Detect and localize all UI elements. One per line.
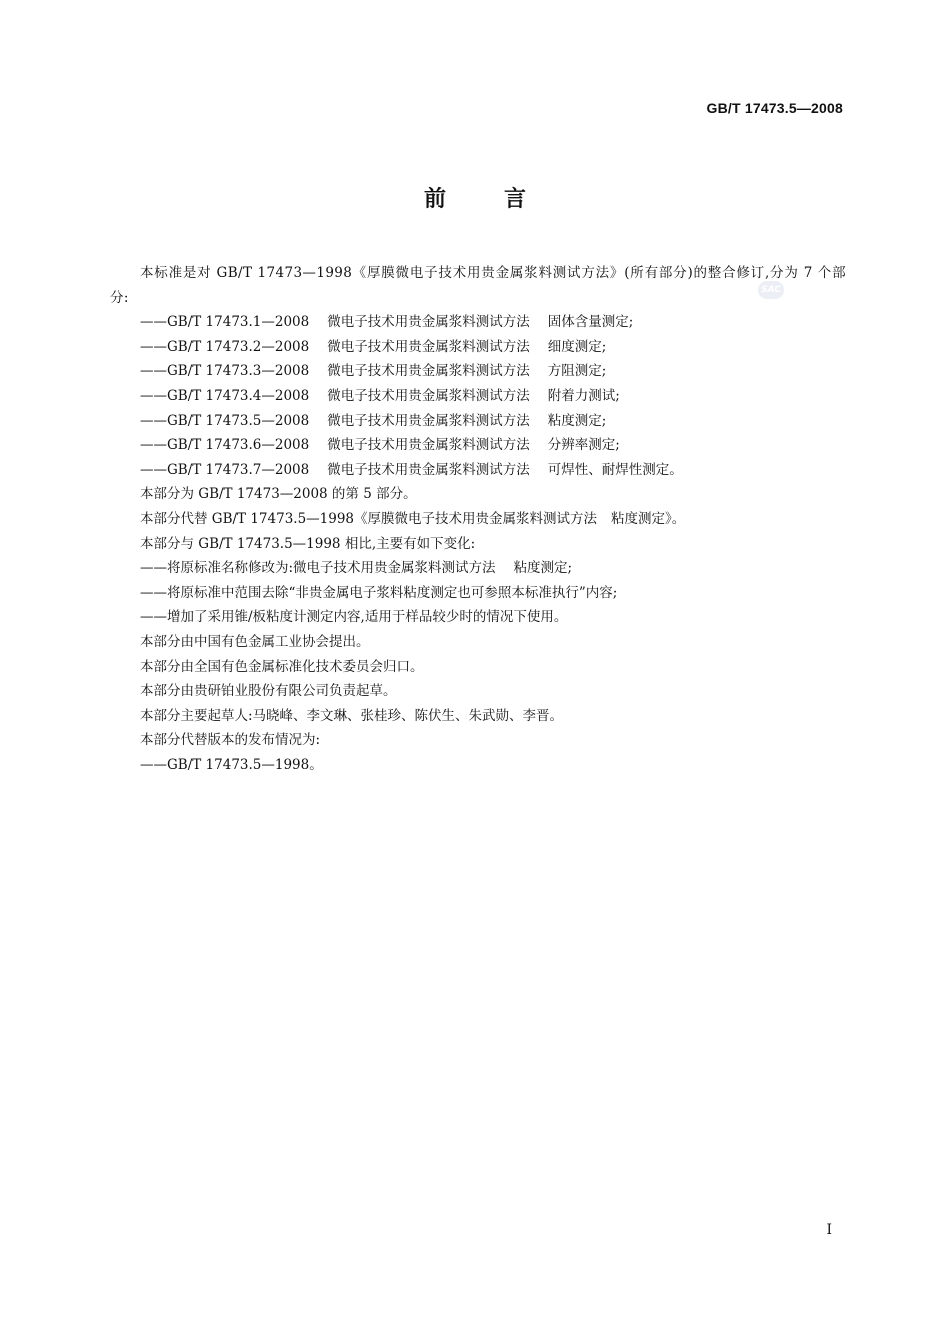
history-item: ——GB/T 17473.5—1998。 <box>140 756 323 773</box>
part-list-item <box>110 359 846 384</box>
part-title: 微电子技术用贵金属浆料测试方法 <box>327 338 530 355</box>
change-item: ——增加了采用锥/板粘度计测定内容,适用于样品较少时的情况下使用。 <box>140 609 568 626</box>
part-subject: 附着力测试; <box>547 387 620 404</box>
part-code: ——GB/T 17473.3—2008 <box>140 363 310 380</box>
part-list-item <box>110 409 846 434</box>
part-of-statement: 本部分为 GB/T 17473—2008 的第 5 部分。 <box>140 486 417 503</box>
replaces-text: 本部分代替 GB/T 17473.5—1998《厚膜微电子技术用贵金属浆料测试方法 <box>140 510 598 527</box>
part-code: ——GB/T 17473.2—2008 <box>140 338 310 355</box>
part-title: 微电子技术用贵金属浆料测试方法 <box>327 461 530 478</box>
part-code: ——GB/T 17473.4—2008 <box>140 387 310 404</box>
foreword-body <box>110 261 846 777</box>
sac-watermark-logo: SAC <box>758 281 784 299</box>
part-subject: 分辨率测定; <box>547 437 620 454</box>
part-title: 微电子技术用贵金属浆料测试方法 <box>327 387 530 404</box>
part-subject: 粘度测定; <box>547 412 607 429</box>
replaces-subject: 粘度测定》。 <box>611 510 686 527</box>
history-intro: 本部分代替版本的发布情况为: <box>140 732 321 749</box>
part-list-item <box>110 433 846 458</box>
part-subject: 细度测定; <box>547 338 607 355</box>
managed-by-statement: 本部分由全国有色金属标准化技术委员会归口。 <box>140 658 424 675</box>
part-subject: 可焊性、耐焊性测定。 <box>547 461 683 478</box>
change-item: ——将原标准中范围去除“非贵金属电子浆料粘度测定也可参照本标准执行”内容; <box>140 584 618 601</box>
part-list-item <box>110 458 846 483</box>
intro-paragraph: 本标准是对 GB/T 17473—1998《厚膜微电子技术用贵金属浆料测试方法》(所有部分)的整合修订,分为 7 个部分: <box>110 265 846 306</box>
part-list-item <box>110 335 846 360</box>
drafted-by-statement: 本部分由贵研铂业股份有限公司负责起草。 <box>140 683 397 700</box>
comparison-statement: 本部分与 GB/T 17473.5—1998 相比,主要有如下变化: <box>140 535 476 552</box>
part-code: ——GB/T 17473.6—2008 <box>140 437 310 454</box>
part-subject: 固体含量测定; <box>547 314 634 331</box>
change-text: ——将原标准名称修改为:微电子技术用贵金属浆料测试方法 <box>140 560 496 577</box>
change-item <box>110 556 846 581</box>
part-code: ——GB/T 17473.5—2008 <box>140 412 310 429</box>
standard-code-header: GB/T 17473.5—2008 <box>706 100 843 116</box>
part-title: 微电子技术用贵金属浆料测试方法 <box>327 314 530 331</box>
part-title: 微电子技术用贵金属浆料测试方法 <box>327 437 530 454</box>
part-code: ——GB/T 17473.1—2008 <box>140 314 310 331</box>
part-list-item <box>110 384 846 409</box>
part-subject: 方阻测定; <box>547 363 607 380</box>
part-title: 微电子技术用贵金属浆料测试方法 <box>327 363 530 380</box>
part-list-item <box>110 310 846 335</box>
replaces-statement <box>110 507 846 532</box>
page-number: I <box>826 1222 832 1238</box>
page-title: 前言 <box>423 187 584 212</box>
change-subject: 粘度测定; <box>513 560 573 577</box>
drafters-statement: 本部分主要起草人:马晓峰、李文琳、张桂珍、陈伏生、朱武勋、李晋。 <box>140 707 564 724</box>
part-code: ——GB/T 17473.7—2008 <box>140 461 310 478</box>
proposed-by-statement: 本部分由中国有色金属工业协会提出。 <box>140 633 370 650</box>
part-title: 微电子技术用贵金属浆料测试方法 <box>327 412 530 429</box>
